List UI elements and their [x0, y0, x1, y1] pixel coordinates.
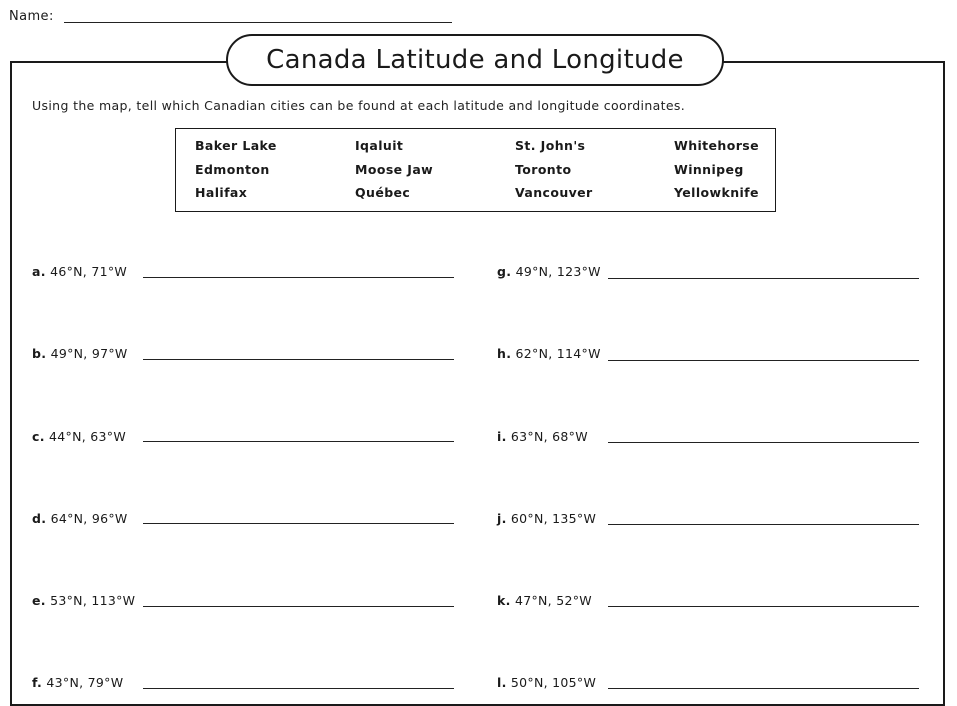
answer-line-h[interactable] — [608, 360, 919, 361]
question-j — [497, 511, 596, 526]
question-coords: 63°N, 68°W — [510, 429, 588, 444]
question-coords: 44°N, 63°W — [49, 429, 127, 444]
question-l — [497, 675, 596, 690]
question-c — [32, 429, 126, 444]
answer-line-k[interactable] — [608, 606, 919, 607]
name-field[interactable] — [64, 22, 452, 23]
name-label: Name: — [9, 9, 54, 24]
word-bank-item: Halifax — [195, 185, 248, 200]
question-coords: 46°N, 71°W — [50, 264, 128, 279]
question-coords: 49°N, 97°W — [50, 346, 128, 361]
word-bank — [175, 128, 776, 212]
question-letter: b. — [32, 346, 47, 361]
question-coords: 50°N, 105°W — [510, 675, 597, 690]
word-bank-item: Iqaluit — [355, 138, 404, 153]
word-bank-item: Moose Jaw — [355, 162, 434, 177]
answer-line-j[interactable] — [608, 524, 919, 525]
question-letter: a. — [32, 264, 46, 279]
question-d — [32, 511, 128, 526]
question-coords: 47°N, 52°W — [514, 593, 592, 608]
answer-line-i[interactable] — [608, 442, 919, 443]
question-letter: j. — [497, 511, 507, 526]
word-bank-item: Winnipeg — [674, 162, 744, 177]
answer-line-b[interactable] — [143, 359, 454, 360]
question-letter: d. — [32, 511, 47, 526]
word-bank-item: Baker Lake — [195, 138, 277, 153]
word-bank-item: Edmonton — [195, 162, 270, 177]
question-h — [497, 346, 601, 361]
answer-line-g[interactable] — [608, 278, 919, 279]
question-coords: 64°N, 96°W — [50, 511, 128, 526]
question-coords: 60°N, 135°W — [510, 511, 597, 526]
word-bank-item: Yellowknife — [674, 185, 759, 200]
instructions: Using the map, tell which Canadian cities can be found at each latitude and longitude coordinates. — [32, 98, 686, 113]
question-e — [32, 593, 135, 608]
answer-line-a[interactable] — [143, 277, 454, 278]
answer-line-l[interactable] — [608, 688, 919, 689]
question-letter: g. — [497, 264, 512, 279]
answer-line-d[interactable] — [143, 523, 454, 524]
question-letter: f. — [32, 675, 43, 690]
question-letter: h. — [497, 346, 512, 361]
question-f — [32, 675, 123, 690]
answer-line-c[interactable] — [143, 441, 454, 442]
answer-line-f[interactable] — [143, 688, 454, 689]
word-bank-item: Québec — [355, 185, 411, 200]
question-coords: 53°N, 113°W — [50, 593, 136, 608]
question-k — [497, 593, 592, 608]
question-b — [32, 346, 128, 361]
question-letter: i. — [497, 429, 507, 444]
word-bank-item: St. John's — [515, 138, 586, 153]
question-coords: 43°N, 79°W — [46, 675, 124, 690]
question-letter: c. — [32, 429, 45, 444]
question-g — [497, 264, 601, 279]
question-coords: 49°N, 123°W — [515, 264, 601, 279]
question-i — [497, 429, 588, 444]
word-bank-item: Vancouver — [515, 185, 593, 200]
question-letter: k. — [497, 593, 511, 608]
question-a — [32, 264, 127, 279]
question-letter: l. — [497, 675, 507, 690]
question-letter: e. — [32, 593, 46, 608]
answer-line-e[interactable] — [143, 606, 454, 607]
word-bank-item: Toronto — [515, 162, 572, 177]
word-bank-item: Whitehorse — [674, 138, 759, 153]
page-title: Canada Latitude and Longitude — [226, 34, 724, 86]
question-coords: 62°N, 114°W — [515, 346, 601, 361]
